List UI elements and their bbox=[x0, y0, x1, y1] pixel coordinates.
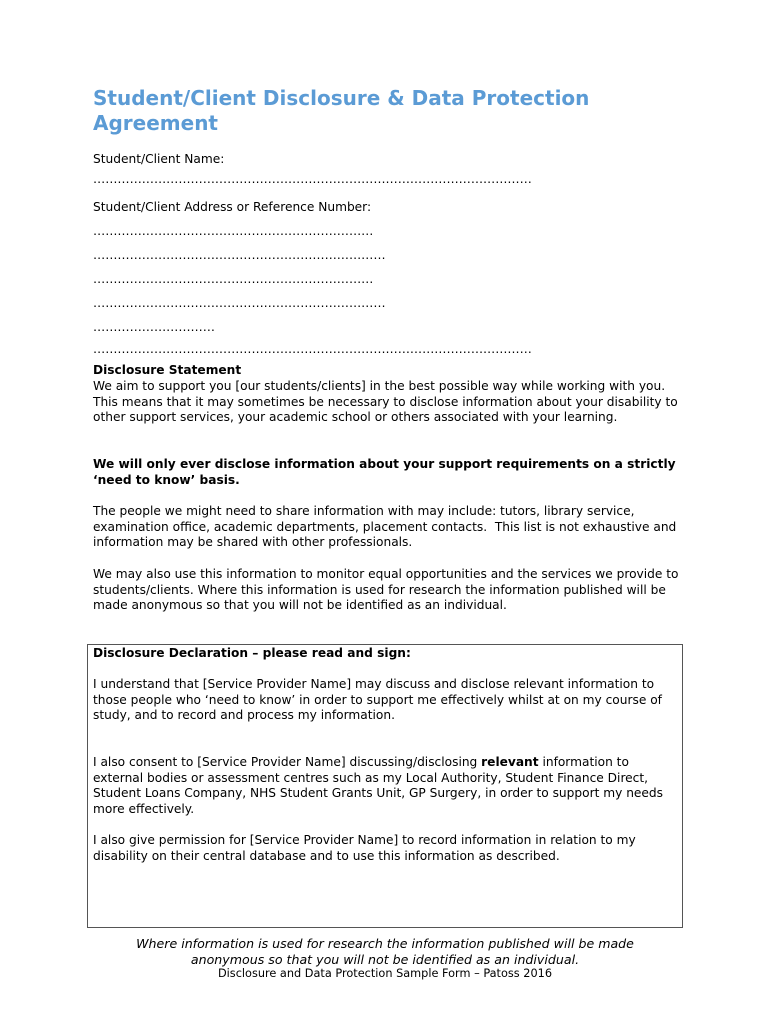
consent-text-relevant: relevant bbox=[481, 755, 539, 769]
name-line: ……………………………………………………………………………………………… bbox=[93, 172, 532, 186]
monitoring-paragraph: We may also use this information to monitor equal opportunities and the services we provide to students/clients. Where this information is used for research the information published will be made anonymous so that you will not be identified as an individual. bbox=[93, 567, 683, 613]
disclosure-statement-heading: Disclosure Statement bbox=[93, 363, 242, 377]
consent-text-before: I also consent to [Service Provider Name] discussing/disclosing bbox=[93, 755, 482, 769]
footer-research-note: Where information is used for research the information published will be made anonymous so that you will not be identified as an individual. bbox=[136, 936, 634, 967]
page-title: Student/Client Disclosure & Data Protection Agreement bbox=[93, 86, 590, 135]
address-label: Student/Client Address or Reference Number: bbox=[93, 200, 372, 214]
declaration-paragraph-consent bbox=[93, 755, 673, 817]
disclosure-statement-paragraph: We aim to support you [our students/clients] in the best possible way while working with you. This means that it may sometimes be necessary to disclose information about your disability to other support services, your academic school or others associated with your learning. bbox=[93, 379, 682, 425]
footer-caption: Disclosure and Data Protection Sample Form – Patoss 2016 bbox=[217, 967, 553, 980]
address-line-5: ………………………… bbox=[93, 320, 215, 334]
name-label: Student/Client Name: bbox=[93, 152, 225, 166]
declaration-paragraph-permission: I also give permission for [Service Provider Name] to record information in relation to my disability on their central database and to use this information as described. bbox=[93, 833, 640, 863]
address-line-3: …………………………………………………………… bbox=[93, 272, 374, 286]
consent-text-after: information to external bodies or assessment centres such as my Local Authority, Student Finance Direct, Student Loans Company, NHS Student Grants Unit, GP Surgery, in order to support my needs more effectively. bbox=[93, 755, 667, 816]
declaration-paragraph-understand: I understand that [Service Provider Name] may discuss and disclose relevant information to those people who ‘need to know’ in order to support me effectively whilst at on my course of study, and to record and process my information. bbox=[93, 677, 666, 723]
declaration-heading: Disclosure Declaration – please read and sign: bbox=[93, 646, 411, 660]
need-to-know-statement: We will only ever disclose information about your support requirements on a strictly ‘need to know’ basis. bbox=[93, 457, 680, 487]
address-line-2: ……………………………………………………………… bbox=[93, 248, 386, 262]
address-line-1: …………………………………………………………… bbox=[93, 224, 374, 238]
address-line-6: ……………………………………………………………………………………………… bbox=[93, 342, 532, 356]
address-line-4: ……………………………………………………………… bbox=[93, 296, 386, 310]
sharing-paragraph: The people we might need to share information with may include: tutors, library service, examination office, academic departments, placement contacts. This list is not exhaustive and information may be shared with other professionals. bbox=[93, 504, 681, 550]
